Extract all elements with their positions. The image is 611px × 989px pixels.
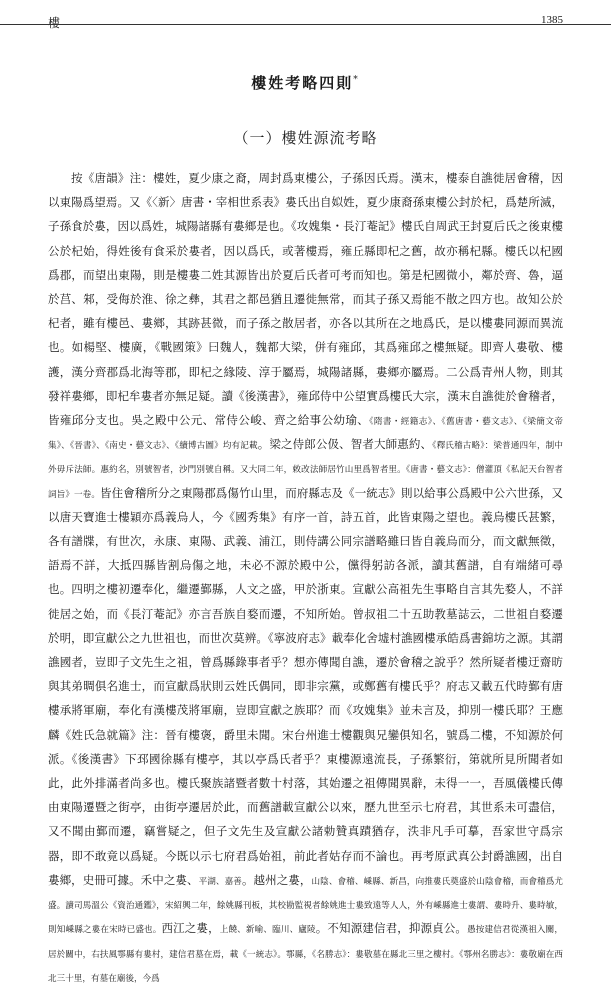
article-title-note-mark: * (353, 75, 360, 85)
running-head-character: 樓 (48, 16, 61, 30)
inline-annotation: 愚按建信君從漢祖入關，居於關中，右扶風鄠縣有婁村，建信君墓在焉，載《一統志》。 (48, 925, 563, 960)
body-text-segment: 按《唐韻》注：樓姓，夏少康之裔，周封爲東樓公，子孫因氏焉。漢末，樓泰自譙徙居會稽，因以東陽爲望焉。又《〈新〉唐書・宰相世系表》婁氏出自姒姓，夏少康裔孫東樓公封於杞，爲楚所滅，子孫食於婁，因以爲姓，城陽諸縣有婁鄉是也。《攻媿集・長汀菴記》樓氏自周武王封夏后氏之後東樓公於杞始，得姓後有食采於婁者，因以爲氏，或著樓焉，雍丘縣即杞之舊，故亦稱杞縣。樓氏以杞國爲郡，而望出東陽，則是樓婁二姓其源皆出於夏后氏者可考而知也。第是杞國微小，鄰於齊、魯，逼於莒、邾，受侮於淮、徐之彝，其君之都邑猶且遷徙無常，而其子孫又焉能不散之四方也。故知公於杞者，雖有樓邑、婁鄉，其跡甚微，而子孫之散居者，亦各以其所在之地爲氏，是以樓婁同源而異流也。如楊堅、樓廣，《戰國策》曰魏人，魏都大梁，併有雍邱，其爲雍邱之樓無疑。即齊人婁敬、樓護，漢分齊郡爲北海等郡，即杞之緣陵、淳于屬焉，城陽諸縣，婁鄉亦屬焉。二公爲青州人物，則其發祥婁鄉，即杞牟婁者亦無足疑。讀《後漢書》，雍邱侍中公望實爲樓氏大宗，漢末自譙徙於會稽者，皆雍邱分支也。吳之殿中公元、常侍公峻、齊之給事公幼瑜、 (48, 171, 563, 428)
body-text-segment: 。不知源建信君，抑源貞公。 (315, 921, 468, 936)
inline-annotation: 山陰、會稽、嵊縣、新昌，向推婁氏奠盛於山陰會稽，而會稽爲尤盛。讀司馬溫公《資治通鑑》，宋紹興二年，餘姚縣刊板，其校勘監視者餘姚進士婁致遠等人人，外有嵊縣進士婁謂、婁時升、婁時敏，則知嵊縣之婁在宋時已盛也。 (48, 876, 563, 936)
inline-annotation: 《隋書・經籍志》、《舊唐書・藝文志》、《梁簡文帝集》、《晉書》、《南史・藝文志》、《續博古圖》均有記載 (48, 417, 563, 452)
inline-annotation: 平湖、嘉善 (198, 876, 242, 887)
page-number: 1385 (541, 14, 563, 26)
header-rule (0, 24, 611, 25)
body-text-segment: 。梁之侍郎公伋、智者大師惠約、 (257, 437, 433, 452)
article-title-text: 樓姓考略四則 (251, 74, 354, 92)
body-text-segment: 。越州之婁， (241, 872, 312, 887)
article-title (48, 72, 563, 93)
inline-annotation: 鄠縣，《名勝志》：婁敬墓在縣北三里之樓村。《鄠州名勝志》：婁敬廟在西北三十里，有墓在廟後，今爲 (48, 949, 563, 984)
body-text (48, 166, 563, 989)
section-heading: （一）樓姓源流考略 (233, 129, 378, 147)
running-head (48, 10, 563, 30)
inline-annotation: 上饒、新喻、臨川、廬陵 (219, 925, 316, 936)
inline-annotation: 《釋氏稽古略》：梁普通四年，制中外毋斥法師。惠約名，別號智者，沙門別號自稱。又大同二年，敕改法師居竹山里爲智者里。《唐書・藝文志》：僧灌頂《私記天台智者詞旨》一卷。 (48, 441, 563, 500)
body-text-segment: 西江之婁， (161, 921, 220, 936)
body-paragraph (48, 166, 563, 989)
body-text-segment: 皆住會稽所分之東陽郡爲傷竹山里，而府縣志及《一統志》則以給事公爲殿中公六世孫，又以唐天寶進士樓穎亦爲義烏人，今《國秀集》有序一首，詩五首，此皆東陽之望也。義烏樓氏甚繁，各有譜牒，有世次，永康、東陽、武義、浦江，則侍講公同宗譜略雖曰皆自義烏而分，而文獻無徵，語焉不詳，大抵四縣皆割烏傷之地，未必不源於殿中公，儻得躬訪各派，讀其舊譜，自有端緒可尋也。四明之樓初遷奉化，繼遷鄞縣，人文之盛，甲於浙東。宣獻公高祖先生事略自言其先婺人，不詳徙居之始，而《長汀菴記》亦言吾族自婺而遷，不知所始。曾叔祖二十五助教墓誌云，二世祖自婺遷於明，即宣獻公之九世祖也，而世次莫辨。《寧波府志》載奉化舍墟村譙國樓承皓爲書錦坊之源。其謂譙國者，豈即子文先生之祖，曾爲縣錄事者乎？想亦傳聞自譙，遷於會稽之說乎？然所疑者樓迂齋昉與其弟晭俱名進士，而宣獻爲狀則云姓氏偶同，即非宗黨，或鄭舊有樓氏乎？府志又載五代時鄞有唐樓承將軍廟，奉化有漢樓茂將軍廟，豈即宣獻之族耶？而《攻媿集》並未言及，抑別一樓氏耶？王應麟《姓氏急就篇》注：晉有樓褒，爵里未聞。宋台州進士樓觀與兄鑾俱知名，號爲二樓，不知源於何派。《後漢書》下邳國徐縣有樓亭，其以亭爲氏者乎？東樓源遠流長，子孫繁衍，第就所見所聞者如此，此外排滿者尚多也。樓氏聚族諸暨者數十村落，其始遷之祖傳聞異辭，未得一一，吾風儀樓氏傳由東陽遷暨之街亭，由街亭遷居於此，而舊譜載宣獻公以來，歷九世至示七府君，其世系未可盡信，又不聞由鄞而遷，竊嘗疑之，但子文先生及宣獻公諸勅贊真蹟猶存，泆非凡手可摹，吾家世守爲宗器，即不敢竟以爲疑。今既以示七府君爲始祖，前此者姑存而不論也。再考原武真公封爵譙國，出自婁鄉，史冊可據。禾中之婁、 (48, 485, 563, 887)
